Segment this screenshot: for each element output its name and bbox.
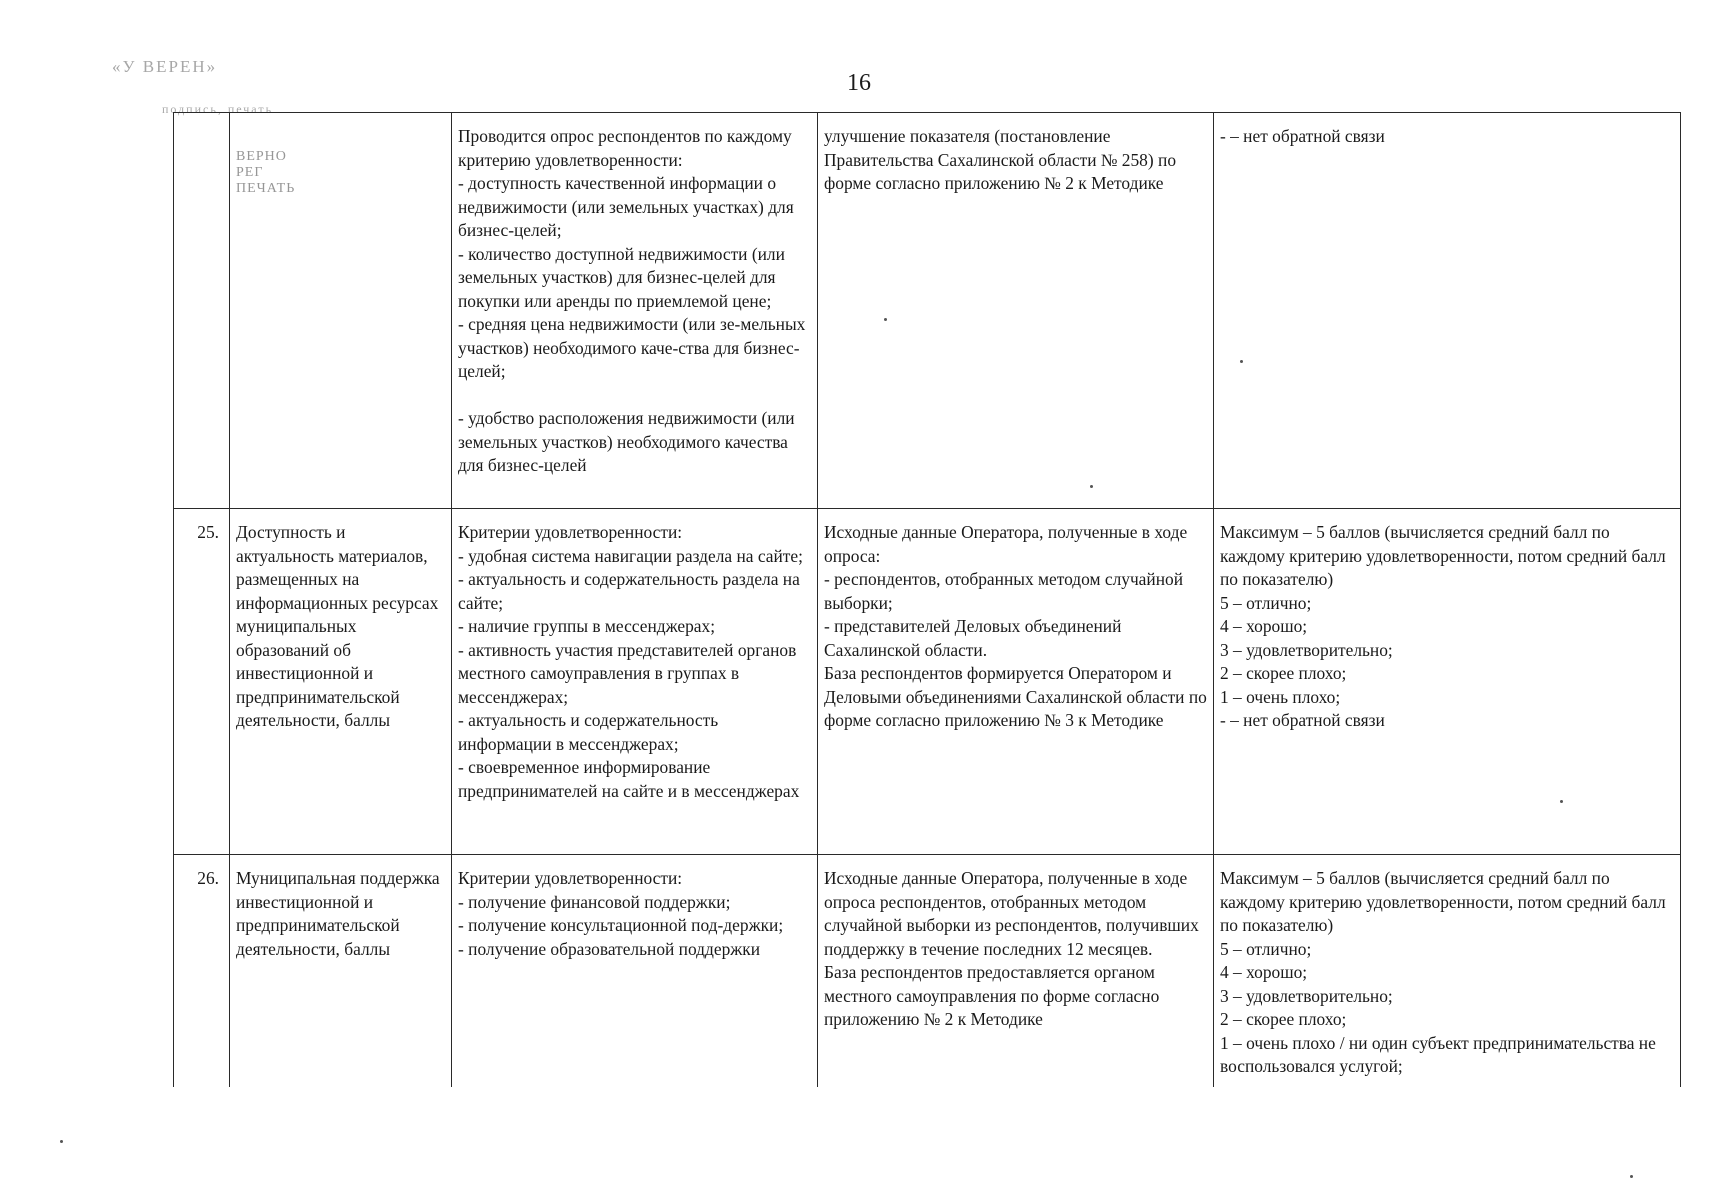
page-number: 16: [847, 70, 871, 96]
scoring-cell: Максимум – 5 баллов (вычисляется средний балл по каждому критерию удовлетворенности, потом средний балл по показателю) 5 – отлично; 4 – хорошо; 3 – удовлетворительно; 2 – скорее плохо; 1 – очень плохо / ни один субъект предпринимательства не воспользовался услугой;: [1214, 855, 1681, 1087]
table-row: [174, 855, 1681, 1087]
scan-speck: [1560, 800, 1563, 803]
indicator-name: Муниципальная поддержка инвестиционной и предпринимательской деятельности, баллы: [230, 855, 452, 1087]
stamp-line-2: подпись, печать: [162, 101, 274, 116]
scan-speck: [1240, 360, 1243, 363]
source-cell: Исходные данные Оператора, полученные в ходе опроса: - респондентов, отобранных методом случайной выборки; - представителей Деловых объединений Сахалинской области. База респондентов формируется Оператором и Деловыми объединениями Сахалинской области по форме согласно приложению № 3 к Методике: [818, 509, 1214, 855]
scan-speck: [1630, 1175, 1633, 1178]
scoring-cell: Максимум – 5 баллов (вычисляется средний балл по каждому критерию удовлетворенности, потом средний балл по показателю) 5 – отлично; 4 – хорошо; 3 – удовлетворительно; 2 – скорее плохо; 1 – очень плохо; - – нет обратной связи: [1214, 509, 1681, 855]
indicator-name: Доступность и актуальность материалов, размещенных на информационных ресурсах муниципальных образований об инвестиционной и предпринимательской деятельности, баллы: [230, 509, 452, 855]
row-number: [174, 113, 230, 509]
table-row: [174, 509, 1681, 855]
approval-stamp: [112, 58, 273, 116]
criteria-cell: Критерии удовлетворенности: - получение финансовой поддержки; - получение консультационной под-держки; - получение образовательной поддержки: [452, 855, 818, 1087]
scan-speck: [1090, 485, 1093, 488]
scan-speck: [60, 1140, 63, 1143]
row-number: 25.: [174, 509, 230, 855]
criteria-cell: Критерии удовлетворенности: - удобная система навигации раздела на сайте; - актуальность и содержательность раздела на сайте; - наличие группы в мессенджерах; - активность участия представителей органов местного самоуправления в группах в мессенджерах; - актуальность и содержательность информации в мессенджерах; - своевременное информирование предпринимателей на сайте и в мессенджерах: [452, 509, 818, 855]
stamp-line-1: «У ВЕРЕН»: [112, 57, 218, 76]
cell-stamp: ВЕРНО РЕГ ПЕЧАТЬ: [236, 148, 296, 196]
table-row: [174, 113, 1681, 509]
indicator-name: [230, 113, 452, 509]
scoring-cell: - – нет обратной связи: [1214, 113, 1681, 509]
row-number: 26.: [174, 855, 230, 1087]
scan-speck: [884, 318, 887, 321]
source-cell: улучшение показателя (постановление Правительства Сахалинской области № 258) по форме согласно приложению № 2 к Методике: [818, 113, 1214, 509]
indicator-table: [173, 112, 1681, 1087]
criteria-cell: Проводится опрос респондентов по каждому критерию удовлетворенности: - доступность качественной информации о недвижимости (или земельных участках) для бизнес-целей; - количество доступной недвижимости (или земельных участков) для бизнес-целей для покупки или аренды по приемлемой цене; - средняя цена недвижимости (или зе-мельных участков) необходимого каче-ства для бизнес-целей; - удобство расположения недвижимости (или земельных участков) необходимого качества для бизнес-целей: [452, 113, 818, 509]
source-cell: Исходные данные Оператора, полученные в ходе опроса респондентов, отобранных методом случайной выборки из респондентов, получивших поддержку в течение последних 12 месяцев. База респондентов предоставляется органом местного самоуправления по форме согласно приложению № 2 к Методике: [818, 855, 1214, 1087]
